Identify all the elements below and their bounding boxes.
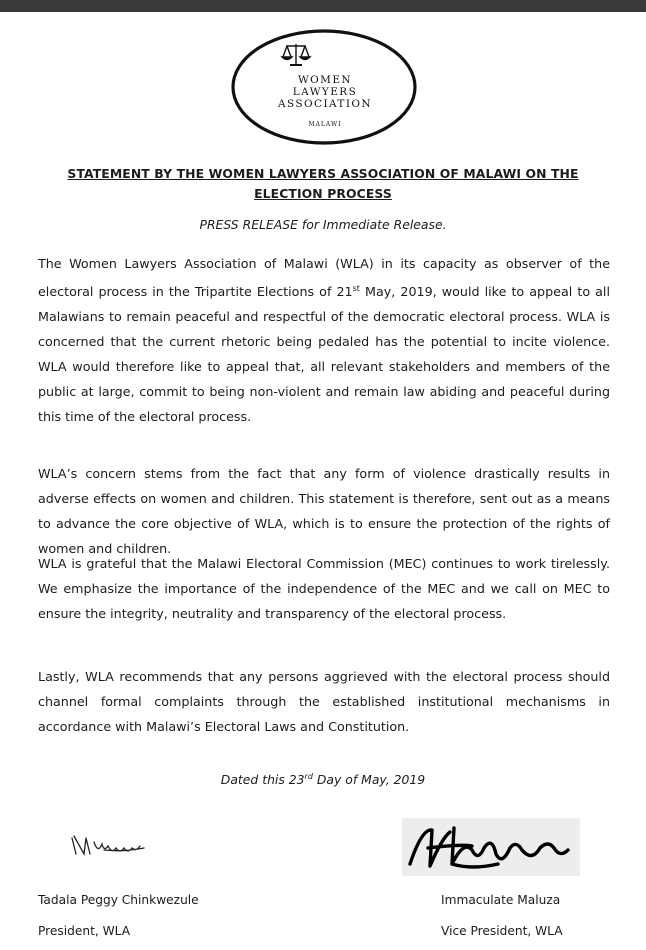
paragraph-1-date-suffix: st xyxy=(352,284,360,293)
paragraph-2: WLA’s concern stems from the fact that any form of violence drastically results in adverse effects on women and children. This statement is therefore, sent out as a means to advance the core objective of WLA, which is to ensure the protection of the rights of women and children. xyxy=(38,466,610,556)
statement-title: STATEMENT BY THE WOMEN LAWYERS ASSOCIATION OF MALAWI ON THE ELECTION PROCESS xyxy=(67,166,579,201)
president-signature xyxy=(64,824,164,864)
vice-president-signature xyxy=(402,818,580,876)
paragraph-3: WLA is grateful that the Malawi Electoral Commission (MEC) continues to work tirelessly. We emphasize the importance of the independence of the MEC and we call on MEC to ensure the integrity, neutrality and transparency of the electoral process. xyxy=(38,556,610,621)
paragraph-1 xyxy=(38,251,610,429)
top-border-bar xyxy=(0,0,646,12)
signatory-left xyxy=(38,885,199,947)
paragraph-4: Lastly, WLA recommends that any persons aggrieved with the electoral process should channel formal complaints through the established institutional mechanisms in accordance with Malawi’s Electoral Laws and Constitution. xyxy=(38,669,610,734)
dated-end: Day of May, 2019 xyxy=(312,772,426,787)
signatory-right-name: Immaculate Maluza xyxy=(441,893,561,907)
logo-word-lawyers: LAWYERS xyxy=(292,86,358,98)
paragraph-1-start: The Women Lawyers Association of Malawi (WLA) in its capacity as observer of the electoral process in the Tripartite Elections of 21 xyxy=(38,256,610,300)
signatory-left-role: President, WLA xyxy=(38,924,131,938)
dated-start: Dated this 23 xyxy=(220,772,305,787)
logo-word-association: ASSOCIATION xyxy=(278,98,372,110)
press-release-line: PRESS RELEASE for Immediate Release. xyxy=(199,217,447,232)
signatory-left-name: Tadala Peggy Chinkwezule xyxy=(38,893,199,907)
dated-line xyxy=(0,772,646,787)
association-logo xyxy=(230,28,418,146)
signatory-right xyxy=(441,885,563,947)
logo-word-women: WOMEN xyxy=(297,74,353,86)
logo-country: MALAWI xyxy=(308,121,342,128)
dated-suffix: rd xyxy=(304,772,313,781)
scales-of-justice-icon xyxy=(282,44,310,65)
paragraph-1-end: May, 2019, would like to appeal to all Malawians to remain peaceful and respectful of the democratic electoral process. WLA is concerned that the current rhetoric being pedaled has the potential to incite violence. WLA would therefore like to appeal that, all relevant stakeholders and members of the public at large, commit to being non-violent and remain law abiding and peaceful during this time of the electoral process. xyxy=(38,284,610,425)
signatory-right-role: Vice President, WLA xyxy=(441,924,563,938)
